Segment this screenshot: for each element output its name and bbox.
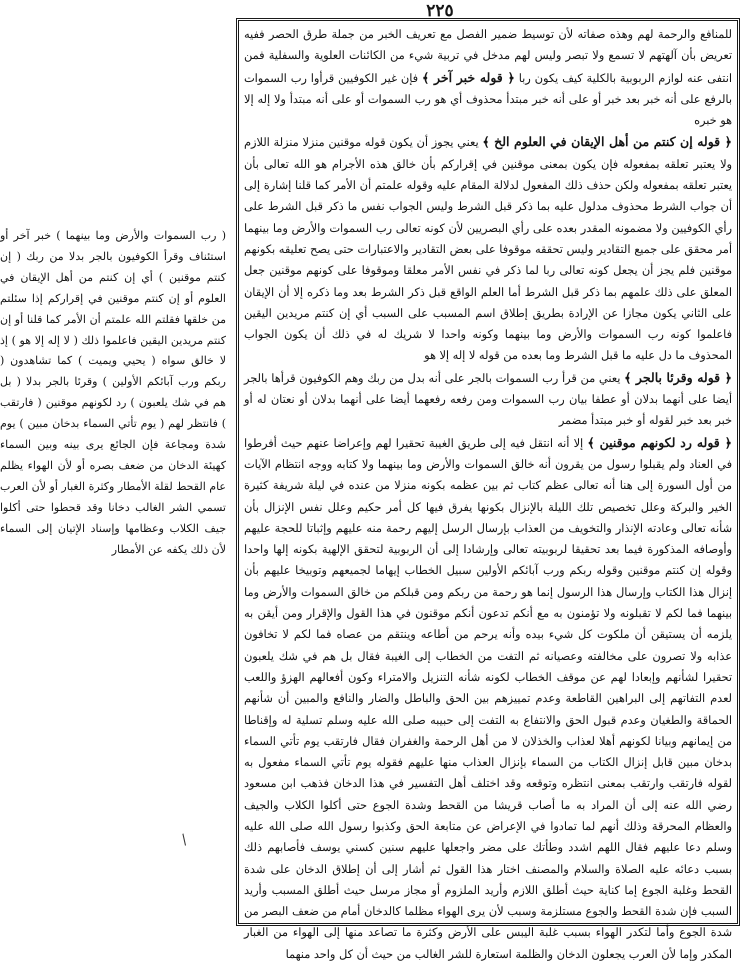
margin-tafsir-text [0,226,226,646]
paragraph-text: للمنافع والرحمة لهم وهذه صفاته لأن توسيط ضمير الفصل مع تعريف الخبر من جملة طرق الحصر ففيه تعريض بأن آلهتهم لا تسمع ولا تبصر وليس لهم مدخل في تربية شيء من الكائنات العلوية والسفلية فمن انتفى عنه لوازم الربوبية بالكلية كيف يكون ربا [244,28,732,85]
paragraph-text: فإن غير الكوفيين قرأوا رب السموات بالرفع على أنه خبر بعد خبر أو على أنه خبر مبتدأ محذوف أي هو رب السموات أو على أنه مبتدأ ولا إله إلا هو خبره [244,71,732,128]
commentary-paragraph-2 [244,131,732,366]
paragraph-text: إلا أنه انتقل فيه إلى طريق الغيبة تحقيرا لهم وإعراضا عنهم حيث أفرطوا في العناد ولم يقبلوا رسول من يقرون أنه خالق السموات والأرض وما بينهما ولا كتابه ووجه انتظام الآيات من أول السورة إلى هنا أنه تعالى عظم كتاب ثم بين عظمه بكونه منزلا من عنده في ليلة شريفة كثيرة الخير والبركة وعلل تخصيص تلك الليلة بالإنزال بكونها يفرق فيها كل أمر حكيم وعلل نفس الإنزال بأن شأنه تعالى وعادته الإنذار والتخويف من العذاب بإرسال الرسل إليهم رحمة منه عليهم وإثباتا للحجة عليهم وأوصافه المذكورة فيما بعد تحقيقا لربوبيته تعالى وإرشادا إلى أن الربوبية لتحقق الإلهية بكونه إلها واحدا وقوله إن كنتم موقنين وقوله ربكم ورب آبائكم الأولين سبيل الخطاب إيهاما لجميعهم وتوبيخا عليهم بأن إنزال هذا الكتاب وإرسال هذا الرسول إنما هو رحمة من ربكم ومن قبلكم من خالق السموات والأرض وما بينهما فما لكم لا تقبلونه ولا تؤمنون به مع أنكم تدعون أنكم موقنون في هذا القول والإقرار ومن أيقن به يلزمه أن يستيقن أن ملكوت كل شيء بيده وأنه يرحم من أطاعه وينتقم من عصاه فما لكم لا تخافون عذابه ولا تصرون على مخالفته وعصيانه ثم التفت من الخطاب إلى الغيبة فقال بل هم في شك يلعبون تحقيرا لشأنهم وإبعادا لهم عن موقف الخطاب لكونه شأنه التنزيل والامتراء وكون أفعالهم الهزؤ واللعب لعدم التفاتهم إلى البراهين القاطعة وعدم تمييزهم بين الحق والباطل والضار والنافع والمبين أن شأنهم الحماقة والطغيان وعدم قبول الحق والانتفاع به التفت إلى حبيبه صلى الله عليه وسلم تسلية له وإقناطا من إيمانهم وبيانا لكونهم أهلا لعذاب والخذلان لا من أهل الرحمة والغفران فقال فارتقب يوم تأتي السماء بدخان مبين قابل إنزال الكتاب من السماء بإنزال العذاب منها عليهم فقوله يوم تأتي السماء مفعول به لقوله فارتقب وارتقب بمعنى انتظره وتوقعه وقد اختلف أهل التفسير في هذا الدخان فذهب ابن مسعود رضي الله عنه إلى أن المراد به ما أصاب قريشا من القحط وشدة الجوع حتى أكلوا الكلاب والجيف والعظام المحرقة وذلك أنهم لما تمادوا في الإعراض عن متابعة الحق وكذبوا رسول الله صلى الله عليه وسلم دعا عليهم فقال اللهم اشدد وطأتك على مضر واجعلها عليهم سنين كسني يوسف فأصابهم ذلك بسبب دعائه عليه الصلاة والسلام والمصنف اختار هذا القول ثم أشار إلى أن إطلاق الدخان على شدة القحط وغلبة الجوع إما كناية حيث أطلق اللازم وأريد الملزوم أو مجاز مرسل حيث أطلق المسبب وأريد السبب فإن شدة القحط والجوع مستلزمة وسبب لأن يرى الهواء مظلما كالدخان أمام من ضعف البصر من شدة الجوع وأما لتكدر الهواء بسبب غلبة اليبس على الأرض وكثرة ما تصاعد منها إلى الهواء من الغبار المكدر وإما لأن العرب يجعلون الدخان والظلمة استعارة للشر الغالب من حيث أن كل واحد منهما [244,436,732,961]
lemma-heading: ﴿ قوله رد لكونهم موقنين ﴾ [587,434,732,450]
margin-paragraph: ( رب السموات والأرض وما بينهما ) خبر آخر أو استئناف وقرأ الكوفيون بالجر بدلا من ربك ( إن كنتم موقنين ) أي إن كنتم من أهل الإيقان في العلوم أو إن كنتم موقنين في إقراركم إذا سئلتم من خلقها فقلتم الله علمتم أن الأمر كما قلنا أو إن كنتم مريدين اليقين فاعلموا ذلك ( لا إله إلا هو ) إذ لا خالق سواه ( يحيي ويميت ) كما تشاهدون ( ربكم ورب آبائكم الأولين ) وقرئا بالجر بدلا ( بل هم في شك يلعبون ) رد لكونهم موقنين ( فارتقب ) فانتظر لهم ( يوم تأتي السماء بدخان مبين ) يوم شدة ومجاعة فإن الجائع يرى بينه وبين السماء كهيئة الدخان من ضعف بصره أو لأن الهواء يظلم عام القحط لقلة الأمطار وكثرة الغبار أو لأن العرب تسمي الشر الغالب دخانا وقد قحطوا حتى أكلوا جيف الكلاب وعظامها وإسناد الإتيان إلى السماء لأن ذلك يكفه عن الأمطار [0,229,226,556]
commentary-paragraph-3 [244,367,732,432]
lemma-heading: ﴿ قوله خبر آخر ﴾ [421,69,515,85]
paragraph-text: يعني يجوز أن يكون قوله موقنين منزلا منزلة اللازم ولا يعتبر تعلقه بمفعوله فإن يكون بمعنى موقنين في إقراركم بأن خالق هذه الأجرام هو الله تعالى بأن يعتبر تعلقه بمفعوله ولكن حذف ذلك المفعول لدلالة المقام عليه وقوله علمتم أن الأمر كما قلنا إشارة إلى أن جواب الشرط محذوف مدلول عليه بما ذكر قبل الشرط وليس الجواب نفس ما ذكر قبل الشرط على رأي الكوفيين ولا مضمونه المقدر بعده على رأي البصريين لأن كونه تعالى رب السموات والأرض وما بينهما أمر محقق على جميع التقادير وليس تحققه موقوفا على بعض التقادير والاعتبارات حتى يصح تعليقه بكونهم موقنين فلم يجز أن يجعل كونه تعالى ربا لما ذكر في نفس الأمر معلقا وموقوفا على كونهم موقنين جعل المعلق على ذلك علمهم بما ذكر قبل الشرط أما العلم الواقع قبل ذكر الشرط بعد وما ذكره إلا أن الإيقان على الثاني يكون مجازا عن الإرادة بطريق إطلاق اسم المسبب على السبب أي إن كنتم مريدين اليقين فاعلموا كونه رب السموات والأرض وما بينهما وكونه واحدا لا شريك له في ذلك أن يكون الجواب المحذوف ما دل عليه ما قبل الشرط وما بعده من قوله لا إله إلا هو [244,136,732,363]
stray-pen-mark: / [178,831,191,849]
main-text-frame [236,18,740,961]
commentary-paragraph-4 [244,432,732,965]
paragraph-text: يعني من قرأ رب السموات بالجر على أنه بدل من ربك وهم الكوفيون قرأها بالجر أيضا على أنهما بدلان أو عطفا بيان رب السموات ومن رفعه رفعهما أيضا على أنهما بدلان أو نعتان له أو خبر بعد خبر لقوله أو خبر مبتدأ مضمر [244,371,732,428]
page-number: ٢٢٥ [426,1,454,21]
commentary-paragraph-1 [244,24,732,131]
lemma-heading: ﴿ قوله إن كنتم من أهل الإيقان في العلوم الخ ﴾ [482,134,732,150]
lemma-heading: ﴿ قوله وقرئا بالجر ﴾ [624,369,732,385]
main-commentary-text [244,24,732,961]
